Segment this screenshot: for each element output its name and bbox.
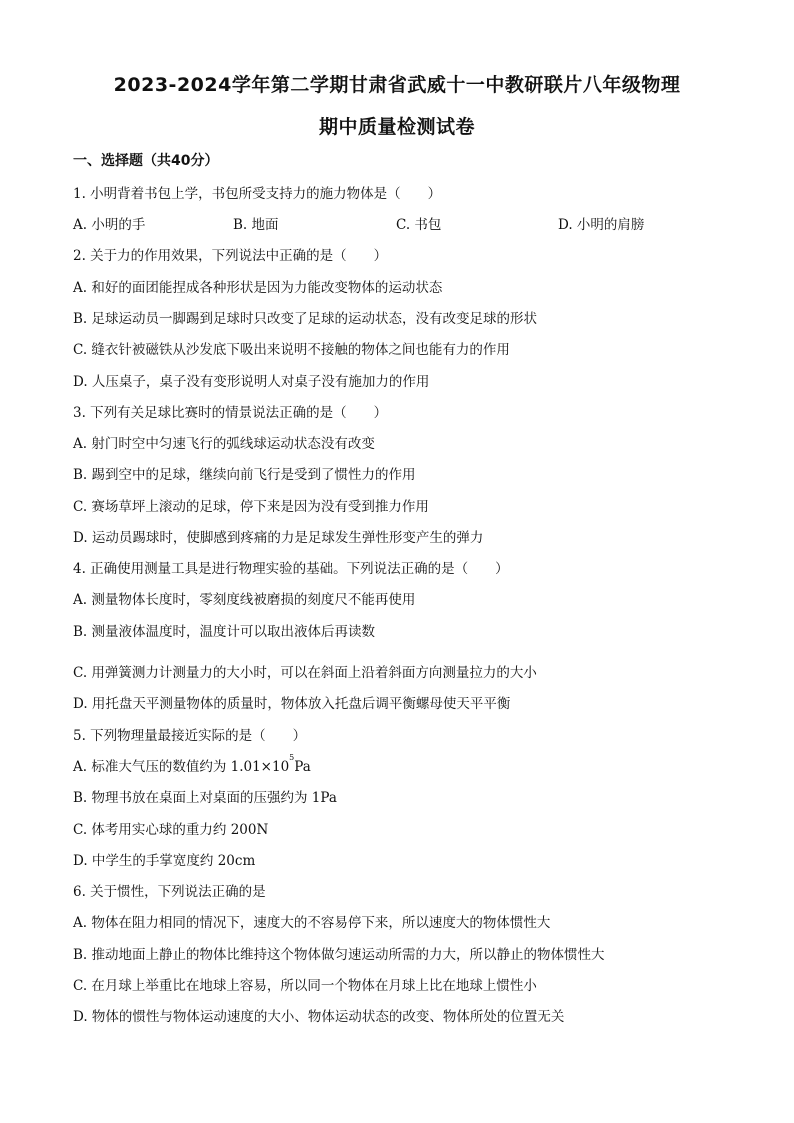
q1-option-a: A. 小明的手 — [73, 217, 146, 233]
q3-option-a: A. 射门时空中匀速飞行的弧线球运动状态没有改变 — [73, 436, 375, 452]
section-heading: 一、选择题（共40分） — [73, 153, 219, 169]
q2-option-c: C. 缝衣针被磁铁从沙发底下吸出来说明不接触的物体之间也能有力的作用 — [73, 342, 510, 358]
q1-stem: 1. 小明背着书包上学，书包所受支持力的施力物体是（ ） — [73, 186, 442, 202]
q6-option-d: D. 物体的惯性与物体运动速度的大小、物体运动状态的改变、物体所处的位置无关 — [73, 1009, 565, 1025]
q4-option-a: A. 测量物体长度时，零刻度线被磨损的刻度尺不能再使用 — [73, 592, 416, 608]
q5-option-a — [73, 755, 311, 775]
q5-stem: 5. 下列物理量最接近实际的是（ ） — [73, 728, 307, 744]
q6-option-c: C. 在月球上举重比在地球上容易，所以同一个物体在月球上比在地球上惯性小 — [73, 978, 537, 994]
q4-option-b: B. 测量液体温度时，温度计可以取出液体后再读数 — [73, 624, 376, 640]
q4-option-d: D. 用托盘天平测量物体的质量时，物体放入托盘后调平衡螺母使天平平衡 — [73, 696, 511, 712]
q6-stem: 6. 关于惯性，下列说法正确的是 — [73, 884, 266, 900]
q1-option-d: D. 小明的肩膀 — [558, 217, 645, 233]
q5-option-a-exponent: 5 — [289, 753, 295, 762]
q3-option-d: D. 运动员踢球时，使脚感到疼痛的力是足球发生弹性形变产生的弹力 — [73, 530, 484, 546]
q5-option-a-text: A. 标准大气压的数值约为 1.01×10 — [73, 759, 290, 775]
q1-option-c: C. 书包 — [396, 217, 442, 233]
q2-option-a: A. 和好的面团能捏成各种形状是因为力能改变物体的运动状态 — [73, 280, 443, 296]
q2-option-b: B. 足球运动员一脚踢到足球时只改变了足球的运动状态，没有改变足球的形状 — [73, 311, 538, 327]
exam-title-line-2: 期中质量检测试卷 — [318, 116, 475, 138]
q1-option-b: B. 地面 — [233, 217, 279, 233]
exam-title-line-1: 2023-2024学年第二学期甘肃省武威十一中教研联片八年级物理 — [113, 74, 681, 96]
q3-stem: 3. 下列有关足球比赛时的情景说法正确的是（ ） — [73, 405, 388, 421]
q2-option-d: D. 人压桌子，桌子没有变形说明人对桌子没有施加力的作用 — [73, 374, 430, 390]
q4-option-c: C. 用弹簧测力计测量力的大小时，可以在斜面上沿着斜面方向测量拉力的大小 — [73, 665, 537, 681]
q6-option-b: B. 推动地面上静止的物体比维持这个物体做匀速运动所需的力大，所以静止的物体惯性大 — [73, 947, 605, 963]
q5-option-a-unit: Pa — [294, 759, 311, 775]
q6-option-a: A. 物体在阻力相同的情况下，速度大的不容易停下来，所以速度大的物体惯性大 — [73, 915, 551, 931]
q5-option-c: C. 体考用实心球的重力约 200N — [73, 822, 269, 838]
q5-option-d: D. 中学生的手掌宽度约 20cm — [73, 853, 256, 869]
q3-option-b: B. 踢到空中的足球，继续向前飞行是受到了惯性力的作用 — [73, 467, 416, 483]
q3-option-c: C. 赛场草坪上滚动的足球，停下来是因为没有受到推力作用 — [73, 499, 429, 515]
q4-stem: 4. 正确使用测量工具是进行物理实验的基础。下列说法正确的是（ ） — [73, 561, 509, 577]
q5-option-b: B. 物理书放在桌面上对桌面的压强约为 1Pa — [73, 790, 337, 806]
q2-stem: 2. 关于力的作用效果，下列说法中正确的是（ ） — [73, 248, 388, 264]
